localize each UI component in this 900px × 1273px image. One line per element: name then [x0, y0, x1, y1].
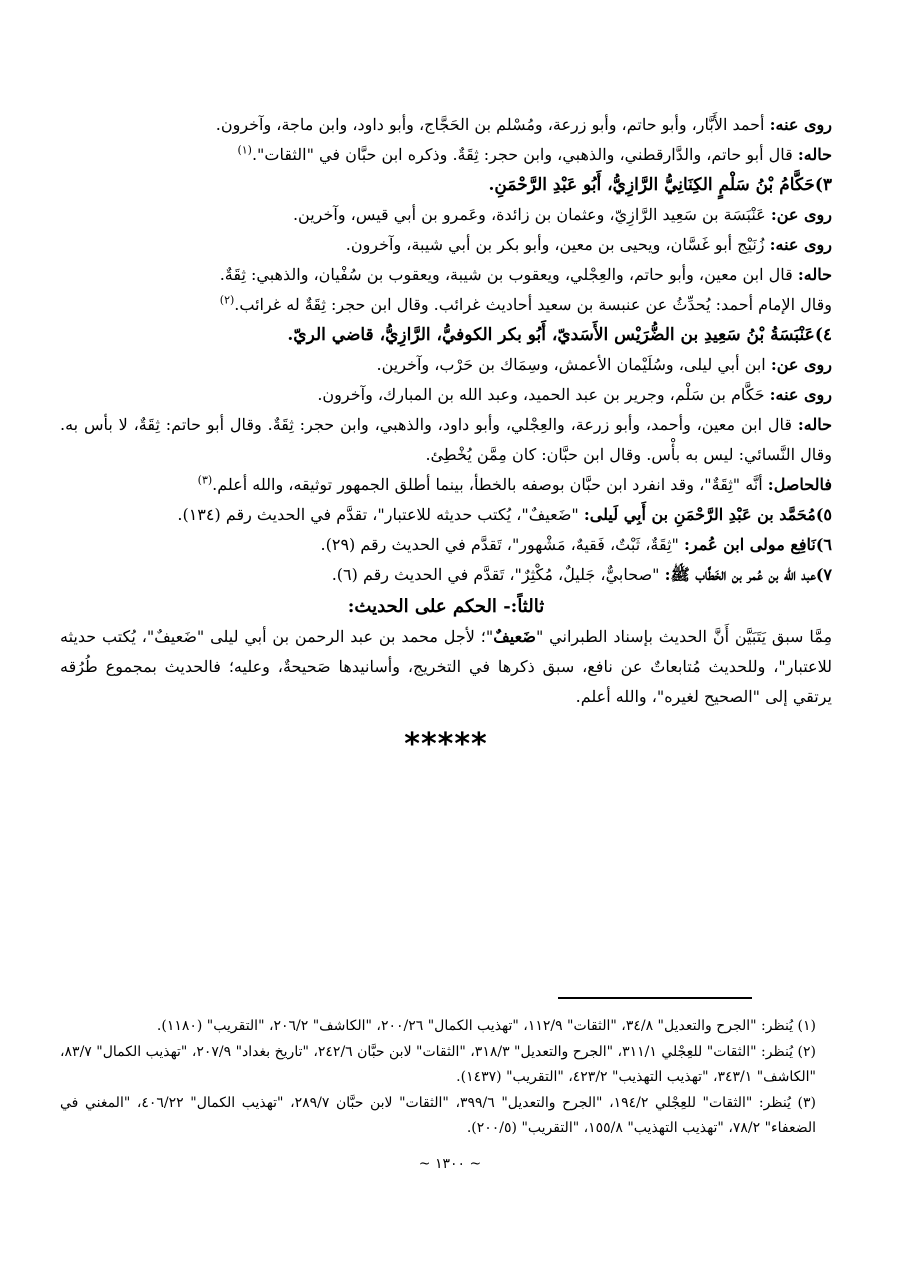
narrator-number: ٦): [815, 535, 832, 554]
text: "ضَعيفٌ"، يُكتب حديثه للاعتبار"، تقدَّم في الحديث رقم (١٣٤).: [177, 505, 584, 524]
label: فالحاصل:: [767, 475, 832, 494]
section-separator: *****: [404, 727, 488, 762]
narrated-from: [60, 200, 832, 230]
text: أحمد الأَبَّار، وأبو حاتم، وأبو زرعة، ومُسْلم بن الحَجَّاج، وأبو داود، وابن ماجة، وآخرون.: [215, 115, 770, 134]
narrator-entry-5: [60, 500, 832, 530]
main-text: [60, 110, 832, 760]
narrator-heading-3: [60, 170, 832, 200]
narrator-name: مُحَمَّد بن عَبْدِ الرَّحْمَنِ بن أَبِي لَيلى:: [583, 505, 816, 524]
footnote-ref[interactable]: (١): [237, 143, 252, 157]
label: حاله:: [797, 265, 832, 284]
label: روى عنه:: [769, 235, 832, 254]
text: زُنَيْج أبو غَسَّان، ويحيى بن معين، وأبو بكر بن أبي شيبة، وآخرون.: [345, 235, 770, 254]
narrator-heading-4: [60, 320, 832, 350]
text: مِمَّا سبق يَتَبَيَّن أَنَّ الحديث بإسناد الطبراني ": [535, 627, 833, 646]
narrator-number: ٤): [814, 325, 832, 345]
narrator-number: ٧): [815, 565, 832, 584]
narrator-status-continued: [60, 290, 832, 320]
page-number: ~ ١٣٠٠ ~: [418, 1156, 482, 1172]
footnote-divider: [558, 997, 752, 999]
label: روى عن:: [770, 355, 832, 374]
ruling-paragraph: [60, 622, 832, 712]
label: روى عنه:: [769, 385, 832, 404]
text: "صحابيٌّ، جَليلٌ، مُكْثِرٌ"، تَقدَّم في الحديث رقم (٦).: [331, 565, 665, 584]
narrator-entry-7: [60, 560, 832, 590]
footnote-ref[interactable]: (٣): [197, 473, 213, 487]
narrator-name: حَكَّامُ بْنُ سَلْمٍ الكِنَانِيُّ الرَّازِيُّ، أَبُو عَبْدِ الرَّحْمَنِ.: [488, 175, 815, 195]
narrated-by: [60, 230, 832, 260]
text: قال ابن معين، وأحمد، وأبو زرعة، والعِجْلي، وأبو داود، والذهبي، وابن حجر: ثِقَةٌ. وقال أبو حاتم: ثِقَةٌ، لا بأس به. وقال النَّسائي: ليس به بأْس. وقال ابن حبَّان: كان مِمَّن يُخْطِئ.: [60, 415, 832, 464]
narrator-name: عبد الله بن عُمر بن الخَطَّاب ﷺ:: [664, 565, 816, 584]
text: قال أبو حاتم، والدَّارقطني، والذهبي، وابن حجر: ثِقَةٌ. وذكره ابن حبَّان في "الثقات".: [251, 145, 798, 164]
text: وقال الإمام أحمد: يُحدِّثُ عن عنبسة بن سعيد أحاديث غرائب. وقال ابن حجر: ثِقَةٌ له غرائب.: [234, 295, 832, 314]
text: عَنْبَسَة بن سَعِيد الرَّازِيّ، وعثمان بن زائدة، وعَمرو بن أبي قيس، وآخرين.: [292, 205, 771, 224]
label: روى عن:: [770, 205, 832, 224]
narrator-status: [60, 260, 832, 290]
narrator-entry-6: [60, 530, 832, 560]
footnote: (١) يُنظر: "الجرح والتعديل" ٣٤/٨، "الثقات" ١١٢/٩، "تهذيب الكمال" ٢٠٠/٢٦، "الكاشف" ٢٠٦/٢، "التقريب" (١١٨٠).: [156, 1018, 816, 1034]
text: "؛ لأجل محمد بن عبد الرحمن بن أبي ليلى "ضَعيفٌ"، يُكتب حديثه للاعتبار"، وللحديث مُتابعاتٌ عن نافع، سبق ذكرها في التخريج، وأسانيدها صَحيحةٌ، وعليه؛ فالحديث بمجموع طُرُقه يرتقي إلى "الصحيح لغيره"، والله أعلم.: [60, 627, 832, 706]
label: روى عنه:: [769, 115, 832, 134]
section-heading: [60, 592, 832, 622]
section-label: ثالثاً:: [510, 596, 545, 617]
text: "ثِقَةٌ، ثَبْتٌ، فَقيهٌ، مَشْهور"، تَقدَّم في الحديث رقم (٢٩).: [320, 535, 684, 554]
narrator-name: نَافِع مولى ابن عُمر:: [683, 535, 816, 554]
narrator-number: ٥): [815, 505, 832, 524]
text: أنَّه "ثِقَةٌ"، وقد انفرد ابن حبَّان بوصفه بالخطأ، بينما أطلق الجمهور توثيقه، والله أعلم.: [212, 475, 768, 494]
ruling-grade: ضَعيفٌ: [493, 627, 536, 646]
text: ابن أبي ليلى، وسُلَيْمان الأعمش، وسِمَاك بن حَرْب، وآخرين.: [376, 355, 771, 374]
narrated-from: [60, 350, 832, 380]
narrated-by: [60, 380, 832, 410]
narrator-number: ٣): [814, 175, 832, 195]
section-title: - الحكم على الحديث:: [347, 596, 511, 617]
footnote-ref[interactable]: (٢): [219, 293, 235, 307]
label: حاله:: [797, 415, 832, 434]
footnotes: [60, 1014, 816, 1142]
footnote: (٣) يُنظر: "الثقات" للعِجْلي ١٩٤/٢، "الجرح والتعديل" ٣٩٩/٦، "الثقات" لابن حبَّان ٢٨٩/٧، "تهذيب الكمال" ٤٠٦/٢٢، "المغني في الضعفاء" ٧٨/٢، "تهذيب التهذيب" ١٥٥/٨، "التقريب" (٢٠٠/٥).: [60, 1095, 816, 1136]
footnote: (٢) يُنظر: "الثقات" للعِجْلي ٣١١/١، "الجرح والتعديل" ٣١٨/٣، "الثقات" لابن حبَّان ٢٤٢/٦، "تاريخ بغداد" ٢٠٧/٩، "تهذيب الكمال" ٨٣/٧، "الكاشف" ٣٤٣/١، "تهذيب التهذيب" ٤٢٣/٢، "التقريب" (١٤٣٧).: [60, 1044, 816, 1085]
label: حاله:: [797, 145, 832, 164]
narrator-status: [60, 140, 832, 170]
narrator-name: عَنْبَسَةُ بْنُ سَعِيدِ بن الضُّرَيْس الأَسَديّ، أَبُو بكر الكوفيُّ، الرَّازِيُّ، قاضي الريّ.: [287, 325, 815, 345]
text: قال ابن معين، وأبو حاتم، والعِجْلي، ويعقوب بن شيبة، ويعقوب بن سُفْيان، والذهبي: ثِقَةٌ.: [219, 265, 798, 284]
text: حَكَّام بن سَلْم، وجرير بن عبد الحميد، وعبد الله بن المبارك، وآخرون.: [317, 385, 770, 404]
narrator-status: [60, 410, 832, 470]
summary: [60, 470, 832, 500]
narrators-from-him: [60, 110, 832, 140]
